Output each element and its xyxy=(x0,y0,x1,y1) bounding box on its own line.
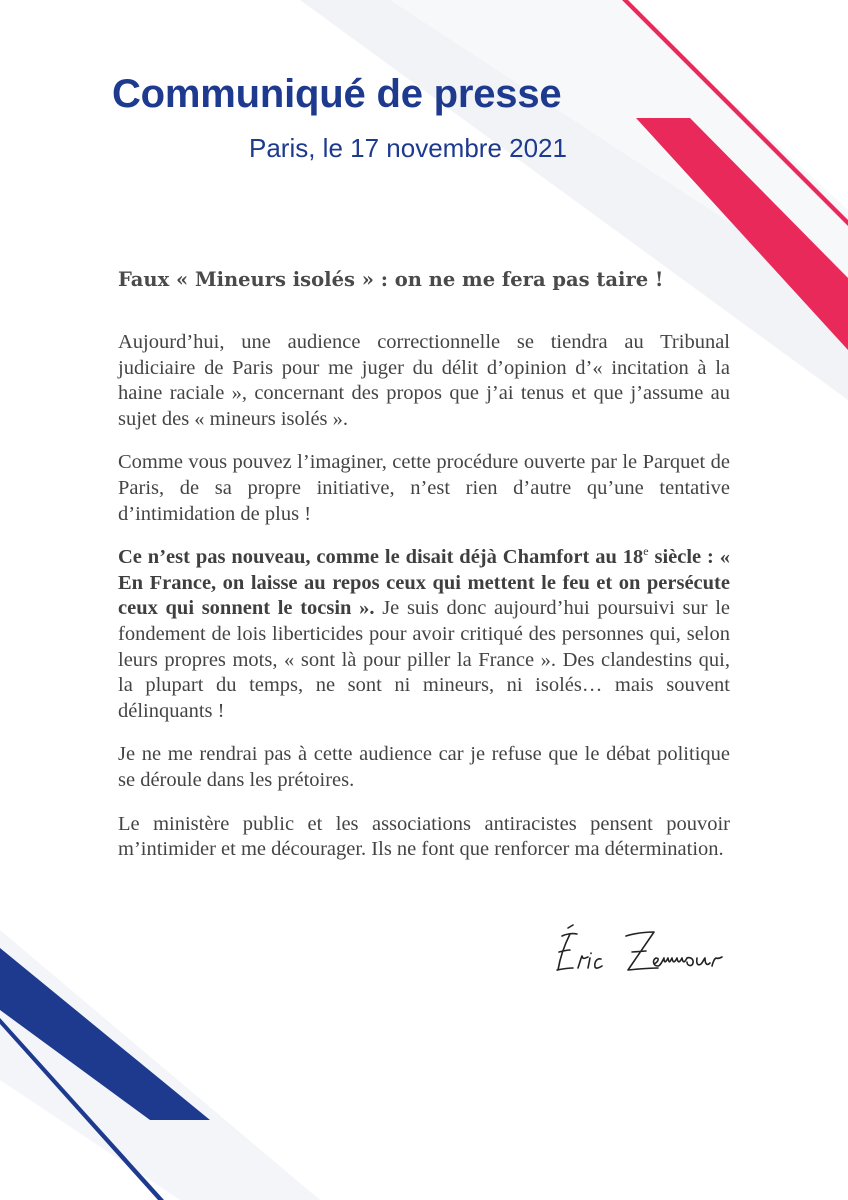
paragraph-3-text: Je suis donc aujourd’hui poursuivi sur le fondement de lois liberticides pour avoir critiqué des personnes qui, selon leurs propres mots, « sont là pour piller la France ». Des clandestins qui, la plupart du temps, ne sont ni mineurs, ni isolés… mais souvent délinquants ! xyxy=(118,597,731,722)
press-release-date: Paris, le 17 novembre 2021 xyxy=(249,133,567,163)
paragraph-1: Aujourd’hui, une audience correctionnelle se tiendra au Tribunal judiciaire de Paris pour me juger du délit d’opinion d’« incitation à la haine raciale », concernant des propos que j’ai tenus et que j’assume au sujet des « mineurs isolés ». xyxy=(118,331,730,430)
chamfort-quote-intro: Ce n’est pas nouveau, comme le disait déjà Chamfort au 18 xyxy=(118,546,644,569)
chamfort-quote: siècle : « En France, on laisse au repos ceux qui mettent le feu et on persécute ceux qui sonnent le tocsin ». xyxy=(118,546,730,620)
page-title: Communiqué de presse xyxy=(112,72,562,116)
century-superscript: e xyxy=(643,544,649,559)
paragraph-2: Comme vous pouvez l’imaginer, cette procédure ouverte par le Parquet de Paris, de sa propre initiative, n’est rien d’autre qu’une tentative d’intimidation de plus ! xyxy=(118,451,730,525)
headline: Faux « Mineurs isolés » : on ne me fera pas taire ! xyxy=(118,268,664,291)
press-release-body xyxy=(118,330,730,881)
paragraph-5: Le ministère public et les associations antiracistes pensent pouvoir m’intimider et me décourager. Ils ne font que renforcer ma détermination. xyxy=(118,812,730,861)
grey-swoosh-bottom xyxy=(0,930,320,1200)
signature-icon xyxy=(548,922,738,982)
paragraph-4: Je ne me rendrai pas à cette audience car je refuse que le débat politique se déroule dans les prétoires. xyxy=(118,743,730,791)
paragraph-3 xyxy=(118,545,730,724)
